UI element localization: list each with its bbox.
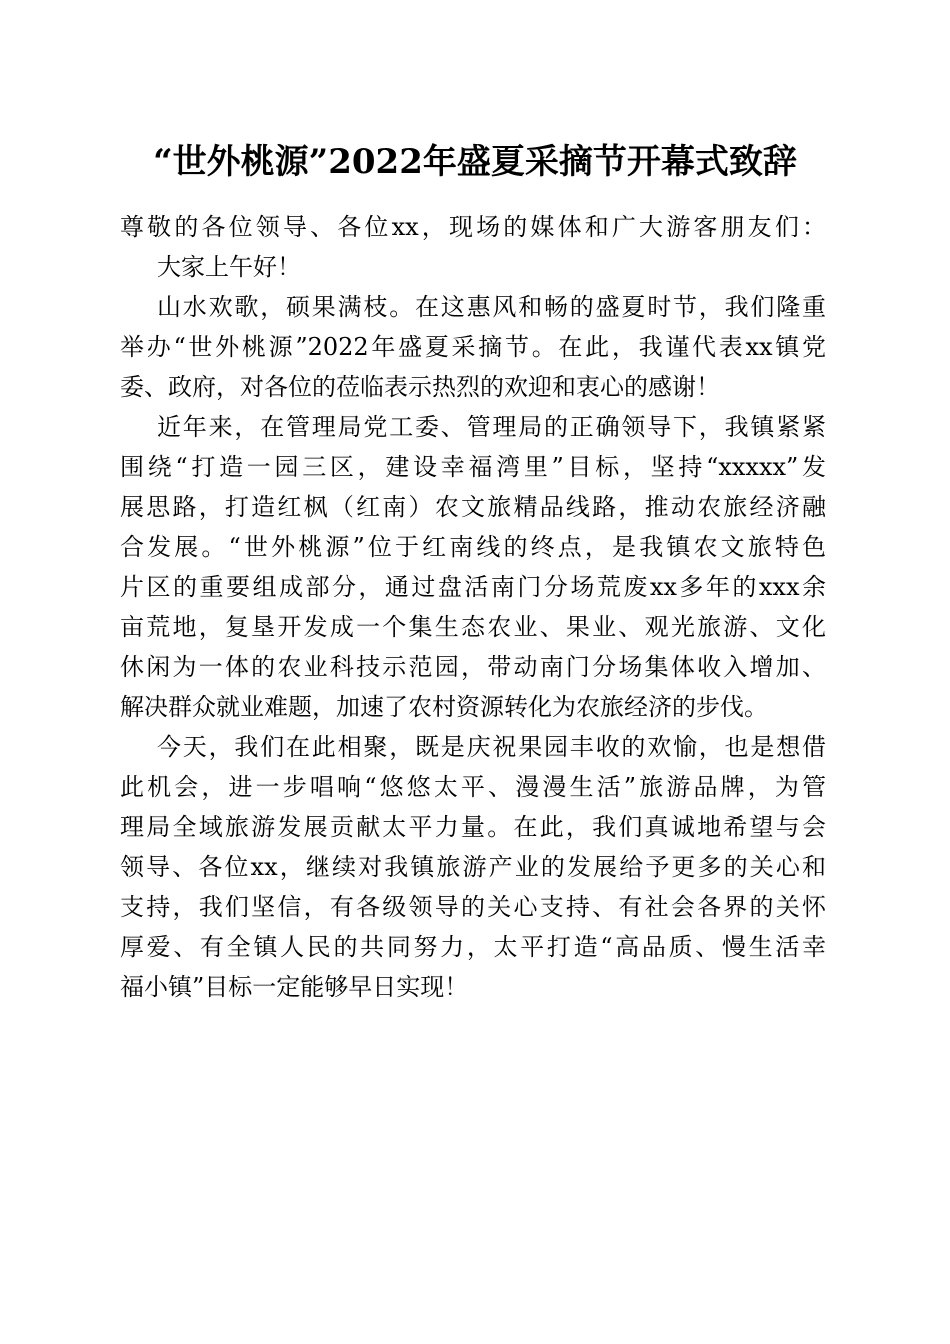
paragraph-3 [120, 727, 826, 1007]
paragraph-line: 领导、各位xx，继续对我镇旅游产业的发展给予更多的关心和 [120, 853, 826, 881]
paragraph-line: 此机会，进一步唱响“悠悠太平、漫漫生活”旅游品牌，为管 [120, 773, 826, 801]
paragraph-line: 今天，我们在此相聚，既是庆祝果园丰收的欢愉，也是想借 [157, 733, 826, 761]
paragraph-line: 举办“世外桃源”2022年盛夏采摘节。在此，我谨代表xx镇党 [120, 333, 826, 361]
document-title: “世外桃源”2022年盛夏采摘节开幕式致辞 [153, 142, 797, 182]
paragraph-2 [120, 407, 826, 727]
paragraph-line: 围绕“打造一园三区，建设幸福湾里”目标，坚持“xxxxx”发 [120, 453, 826, 481]
paragraph-line: 福小镇”目标一定能够早日实现！ [120, 973, 469, 1001]
paragraph-line: 展思路，打造红枫（红南）农文旅精品线路，推动农旅经济融 [120, 493, 826, 521]
paragraph-line: 亩荒地，复垦开发成一个集生态农业、果业、观光旅游、文化 [120, 613, 826, 641]
salutation-line: 尊敬的各位领导、各位xx，现场的媒体和广大游客朋友们： [120, 213, 826, 241]
paragraph-line: 解决群众就业难题，加速了农村资源转化为农旅经济的步伐。 [120, 693, 768, 721]
document-body [120, 207, 826, 1007]
paragraph-line: 近年来，在管理局党工委、管理局的正确领导下，我镇紧紧 [157, 413, 826, 441]
paragraph-line: 山水欢歌，硕果满枝。在这惠风和畅的盛夏时节，我们隆重 [157, 293, 826, 321]
paragraph-line: 休闲为一体的农业科技示范园，带动南门分场集体收入增加、 [120, 653, 826, 681]
paragraph-line: 厚爱、有全镇人民的共同努力，太平打造“高品质、慢生活幸 [120, 933, 826, 961]
paragraph-line: 合发展。“世外桃源”位于红南线的终点，是我镇农文旅特色 [120, 533, 826, 561]
paragraph-line: 支持，我们坚信，有各级领导的关心支持、有社会各界的关怀 [120, 893, 826, 921]
paragraph-line: 委、政府，对各位的莅临表示热烈的欢迎和衷心的感谢！ [120, 373, 720, 401]
paragraph-line: 片区的重要组成部分，通过盘活南门分场荒废xx多年的xxx余 [120, 573, 826, 601]
paragraph-1 [120, 287, 826, 407]
greeting-line: 大家上午好！ [157, 253, 301, 281]
paragraph-line: 理局全域旅游发展贡献太平力量。在此，我们真诚地希望与会 [120, 813, 826, 841]
